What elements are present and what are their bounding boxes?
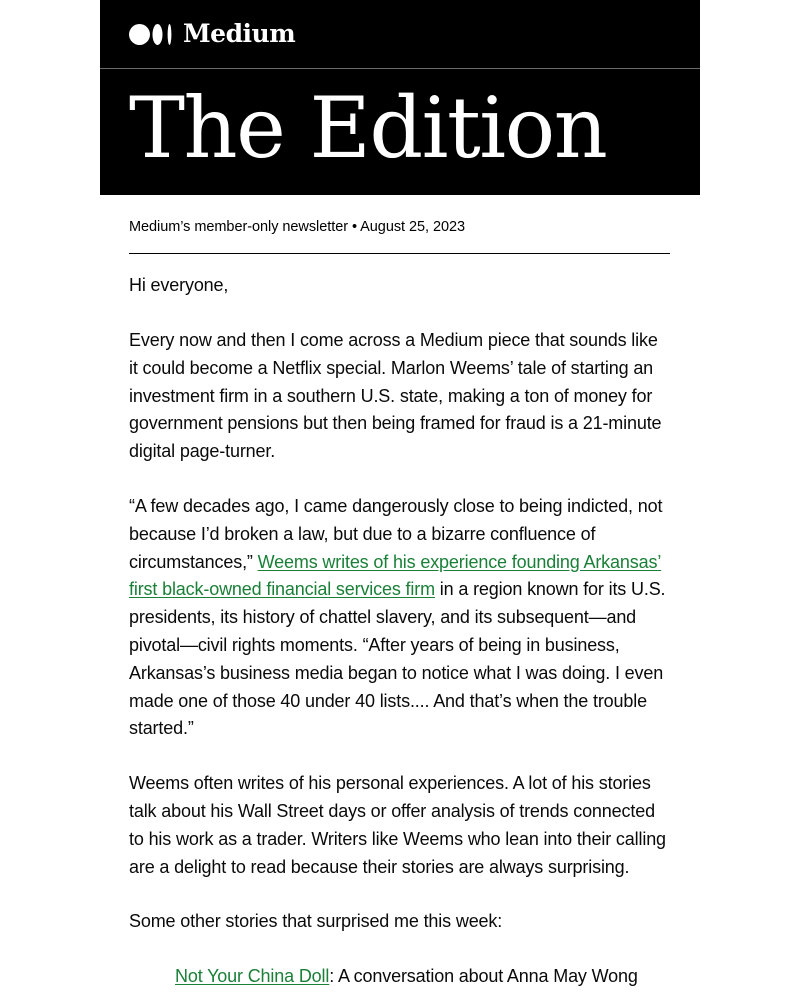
paragraph-quote xyxy=(129,493,671,743)
text-run: Every now and then I come across a Medium piece that sounds like it could become a Netflix special. Marlon Weems’ tale of starting an investment firm in a southern U.S. state, making a ton of money for government pensions but then being framed for fraud is a 21-minute digital page-turner. xyxy=(129,330,662,462)
text-run: Some other stories that surprised me this week: xyxy=(129,911,503,932)
body-copy xyxy=(129,272,671,991)
brand-bar xyxy=(100,0,700,68)
text-run: Hi everyone, xyxy=(129,275,229,296)
text-run: Weems often writes of his personal experiences. A lot of his stories talk about his Wall Street days or offer analysis of trends connected to his work as a trader. Writers like Weems who lean into their calling are a delight to read because their stories are always surprising. xyxy=(129,773,666,877)
medium-logo[interactable] xyxy=(129,18,296,48)
text-run: : A conversation about Anna May Wong xyxy=(329,966,638,987)
masthead xyxy=(100,0,700,195)
list-item xyxy=(129,963,671,991)
paragraph-lede-to-list xyxy=(129,908,671,936)
page-title: The Edition xyxy=(129,78,607,177)
newsletter-content xyxy=(129,194,671,991)
header-divider xyxy=(129,253,670,254)
edition-title-bar xyxy=(100,69,700,195)
paragraph-weems-writing xyxy=(129,770,671,881)
newsletter-kicker: Medium’s member-only newsletter • August 25, 2023 xyxy=(129,219,466,235)
story-link[interactable]: Weems writes of his experience founding Arkansas’ first black-owned financial services firm xyxy=(129,551,662,600)
text-run: “A few decades ago, I came dangerously close to being indicted, not because I’d broken a law, but due to a bizarre confluence of circumstances,” xyxy=(129,496,663,572)
paragraph-greeting xyxy=(129,272,671,300)
story-link[interactable]: Not Your China Doll xyxy=(175,966,330,987)
text-run: in a region known for its U.S. presidents, its history of chattel slavery, and its subsequent—and pivotal—civil rights moments. “After years of being in business, Arkansas’s business media began to notice what I was doing. I even made one of those 40 under 40 lists.... And that’s when the trouble started.” xyxy=(129,579,666,739)
medium-wordmark: Medium xyxy=(183,18,296,48)
story-list xyxy=(129,963,671,991)
medium-logo-icon xyxy=(129,24,174,45)
paragraph-intro xyxy=(129,327,671,466)
